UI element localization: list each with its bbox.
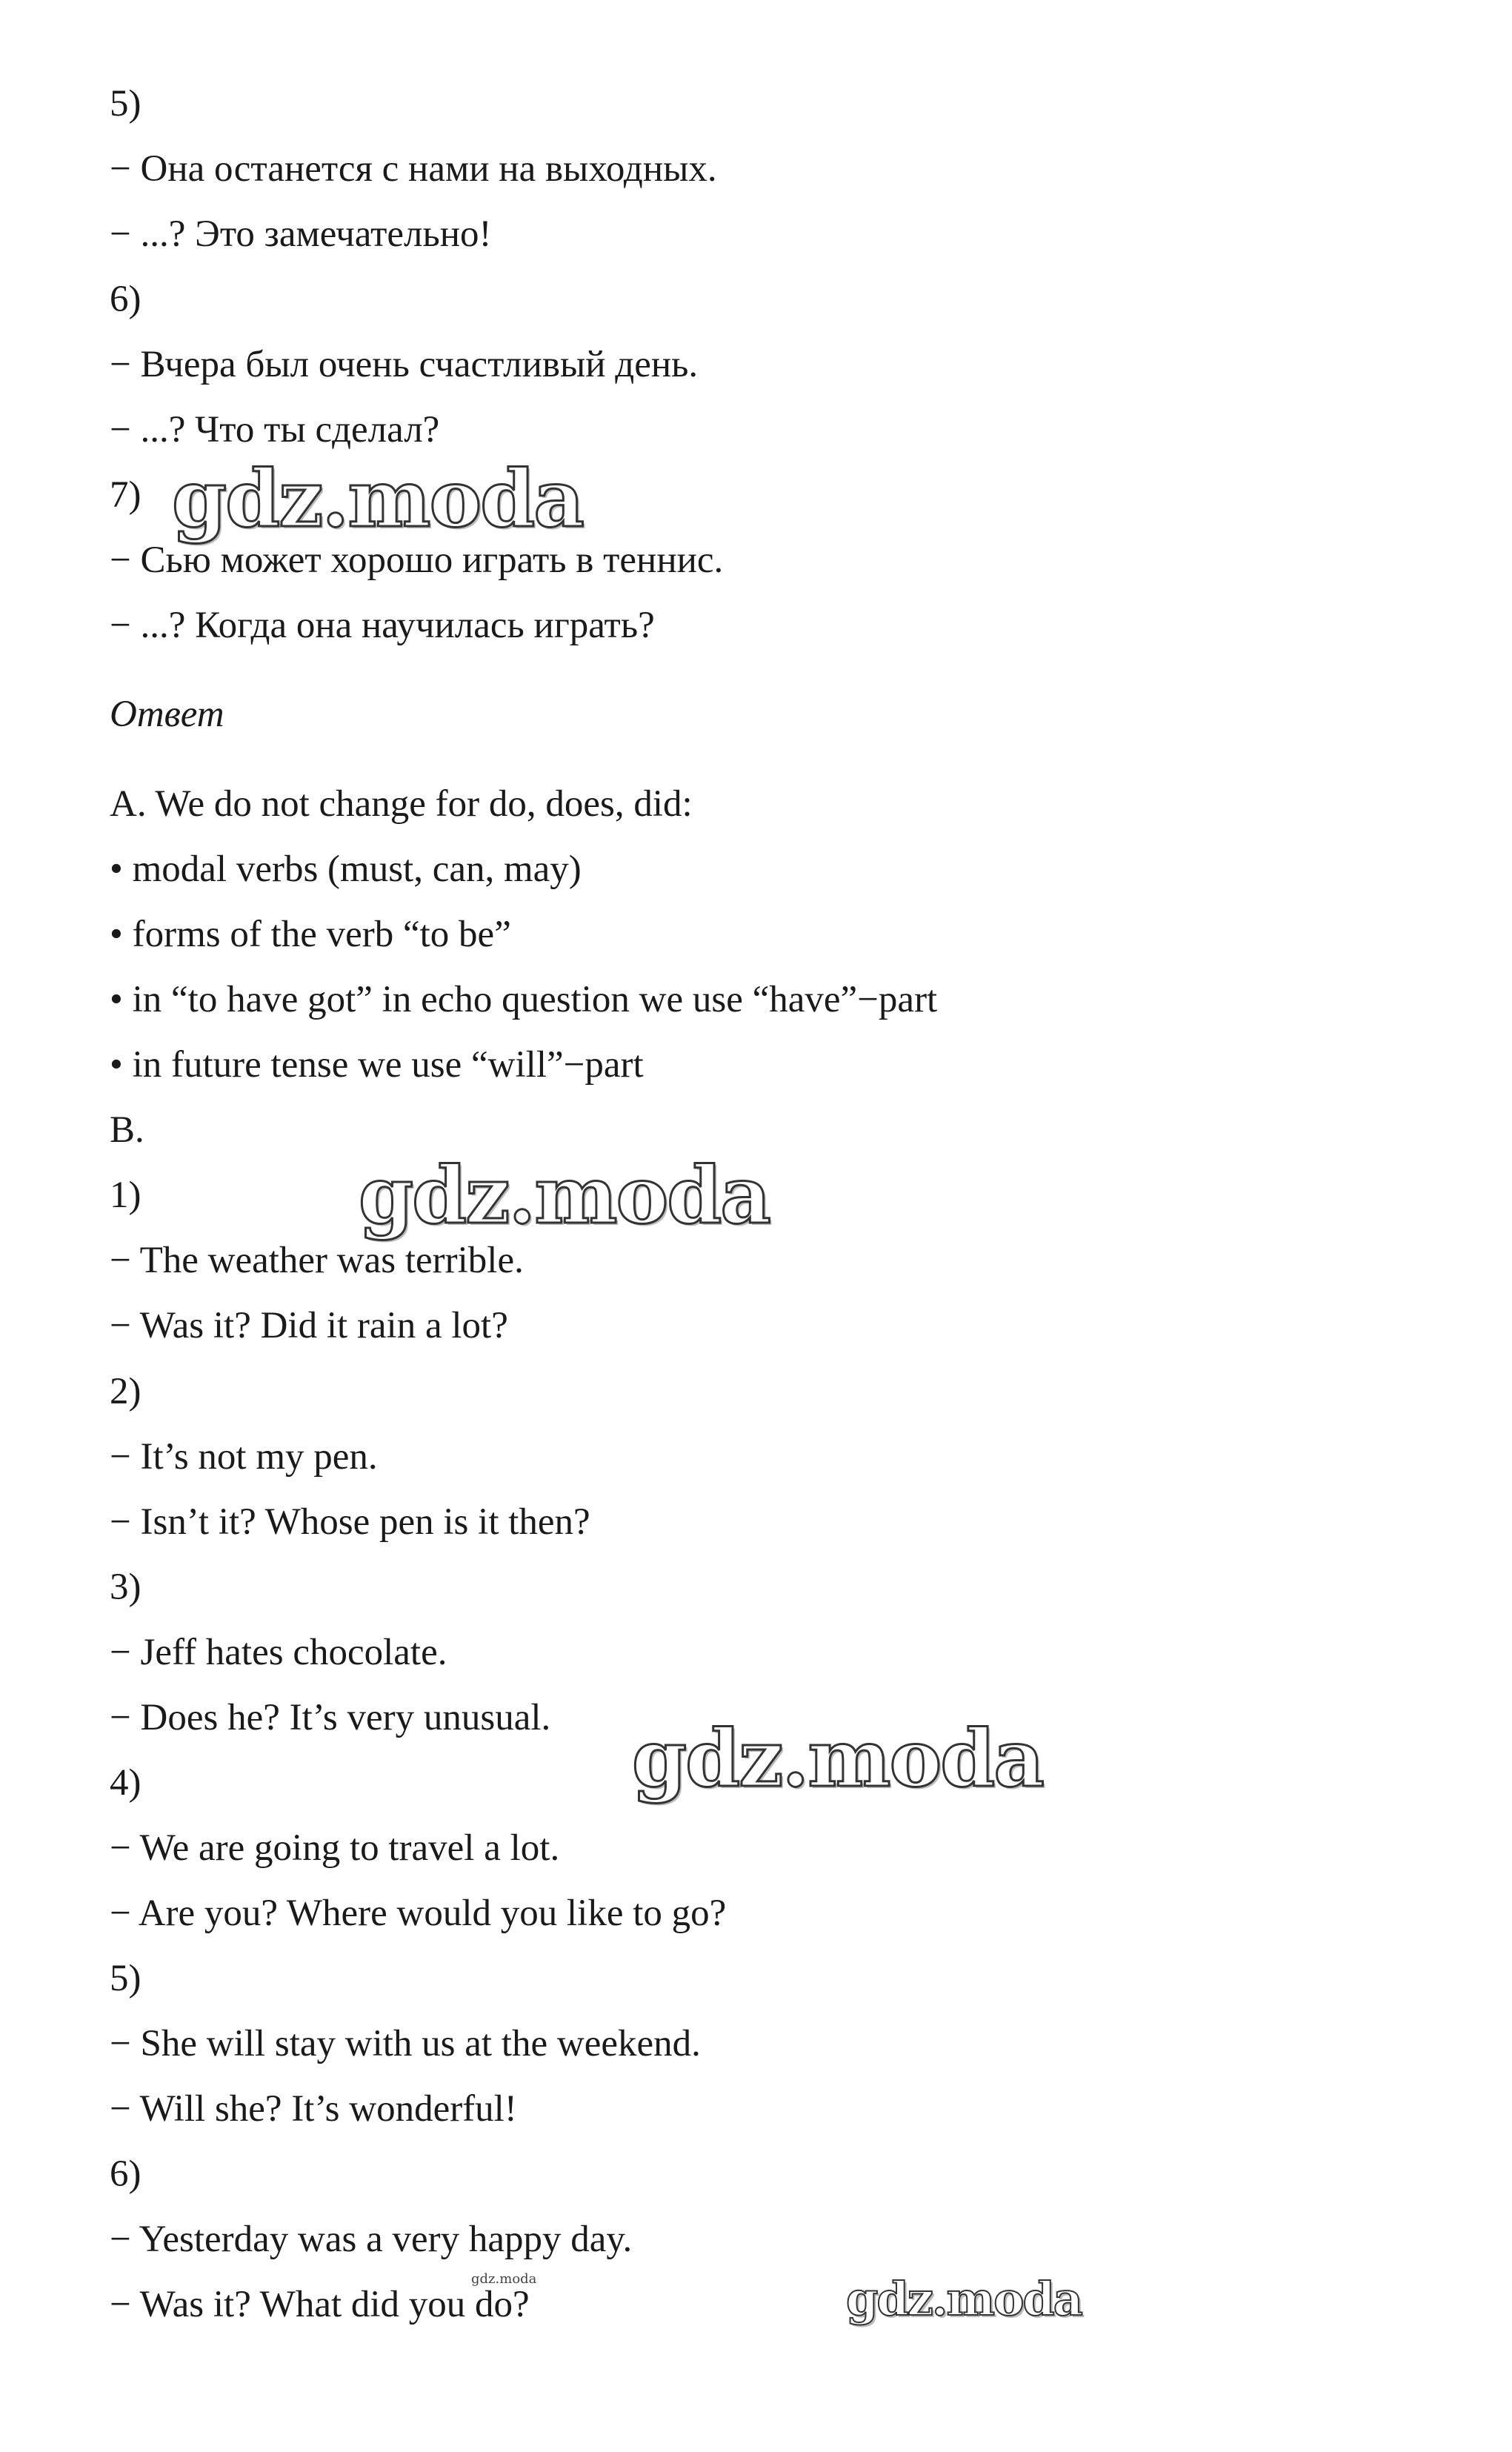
part-a-bullet: • forms of the verb “to be” (110, 914, 511, 955)
answer-item-number: 5) (110, 1958, 141, 1999)
watermark: gdz.moda (471, 2271, 537, 2287)
part-b-title: B. (110, 1109, 144, 1151)
item-6-line-1: − Вчера был очень счастливый день. (110, 344, 699, 385)
part-a-bullet: • modal verbs (must, can, may) (110, 848, 582, 890)
answer-item-number: 4) (110, 1762, 141, 1804)
answer-item-number: 3) (110, 1566, 141, 1608)
answer-item-line-1: − The weather was terrible. (110, 1240, 524, 1281)
item-6-line-2: − ...? Что ты сделал? (110, 409, 440, 451)
answer-item-line-2: − Does he? It’s very unusual. (110, 1697, 551, 1738)
answer-item-line-2: − Was it? What did you do? (110, 2284, 530, 2325)
answer-item-line-1: − Yesterday was a very happy day. (110, 2219, 633, 2260)
watermark: gdz.moda (172, 452, 583, 545)
answer-item-number: 1) (110, 1174, 141, 1216)
answer-item-line-2: − Are you? Where would you like to go? (110, 1893, 727, 1934)
answer-item-line-1: − Jeff hates chocolate. (110, 1632, 447, 1673)
answer-item-line-2: − Isn’t it? Whose pen is it then? (110, 1501, 590, 1543)
part-a-title: A. We do not change for do, does, did: (110, 783, 693, 825)
part-a-bullet: • in “to have got” in echo question we use “have”−part (110, 979, 938, 1020)
answer-item-number: 2) (110, 1371, 141, 1412)
item-5-line-2: − ...? Это замечательно! (110, 213, 492, 255)
item-6-number: 6) (110, 279, 141, 320)
watermark: gdz.moda (846, 2272, 1082, 2326)
answer-item-line-2: − Will she? It’s wonderful! (110, 2088, 517, 2130)
answer-item-number: 6) (110, 2153, 141, 2195)
item-7-number: 7) (110, 474, 141, 516)
item-5-number: 5) (110, 83, 141, 124)
answer-heading: Ответ (110, 694, 224, 735)
watermark: gdz.moda (359, 1149, 770, 1241)
answer-item-line-2: − Was it? Did it rain a lot? (110, 1305, 508, 1346)
item-7-line-2: − ...? Когда она научилась играть? (110, 605, 655, 646)
answer-item-line-1: − We are going to travel a lot. (110, 1827, 560, 1869)
answer-item-line-1: − It’s not my pen. (110, 1436, 378, 1478)
watermark: gdz.moda (632, 1712, 1043, 1804)
item-7-line-1: − Сью может хорошо играть в теннис. (110, 539, 724, 581)
item-5-line-1: − Она останется с нами на выходных. (110, 148, 717, 190)
part-a-bullet: • in future tense we use “will”−part (110, 1044, 644, 1086)
answer-item-line-1: − She will stay with us at the weekend. (110, 2023, 701, 2064)
